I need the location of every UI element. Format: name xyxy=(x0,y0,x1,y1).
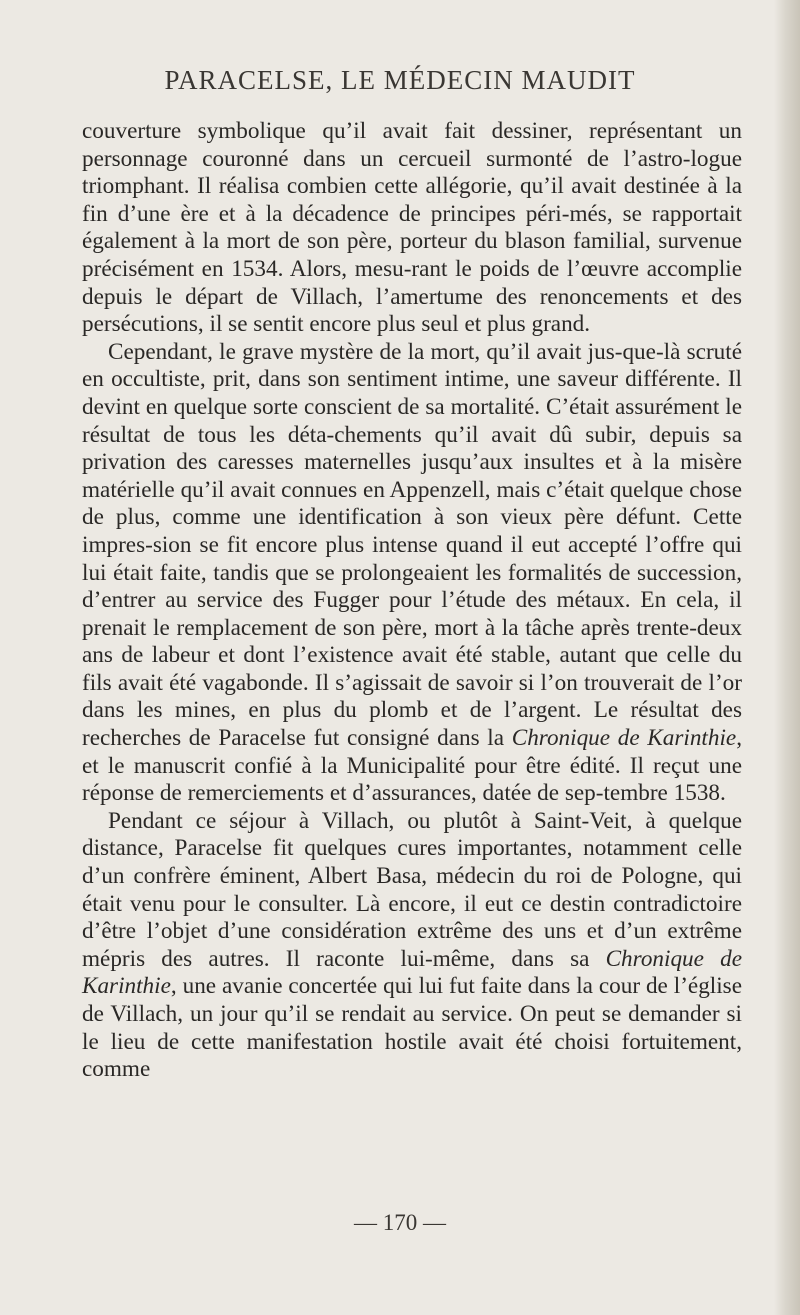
text-segment: , une avanie concertée qui lui fut faite dans la cour de l’église de Villach, un jour qu’il se rendait au service. On peut se demander si le lieu de cette manifestation hostile avait été choisi fortuitement, comme xyxy=(82,973,742,1083)
text-segment: , et le manuscrit confié à la Municipalité pour être édité. Il reçut une réponse de remerciements et d’assurances, datée de sep-tembre 1538. xyxy=(82,725,742,807)
text-segment: Pendant ce séjour à Villach, ou plutôt à Saint-Veit, à quelque distance, Paracelse fit quelques cures importantes, notamment celle d’un confrère éminent, Albert Basa, médecin du roi de Pologne, qui était venu pour le consulter. Là encore, il eut ce destin contradictoire d’être l’objet d’une considération extrême des uns et d’un extrême mépris des autres. Il raconte lui-même, dans sa xyxy=(82,807,742,972)
book-title-italic: Chronique de Karinthie xyxy=(511,725,737,752)
book-title-italic: Chronique de Karinthie xyxy=(82,945,743,1000)
paragraph xyxy=(82,808,742,1084)
page-number: — 170 — xyxy=(354,1210,446,1235)
page-edge-shadow xyxy=(774,0,800,1315)
running-head: PARACELSE, LE MÉDECIN MAUDIT xyxy=(164,65,636,95)
paragraph xyxy=(82,118,742,339)
body-text xyxy=(82,118,742,1084)
text-segment: Cependant, le grave mystère de la mort, qu’il avait jus-que-là scruté en occultiste, prit, dans son sentiment intime, une saveur différente. Il devint en quelque sorte conscient de sa mortalité. C’était assurément le résultat de tous les déta-chements qu’il avait dû subir, depuis sa privation des caresses maternelles jusqu’aux insultes et à la misère matérielle qu’il avait connues en Appenzell, mais c’était quelque chose de plus, comme une identification à son vieux père défunt. Cette impres-sion se fit encore plus intense quand il eut accepté l’offre qui lui était faite, tandis que se prolongeaient les formalités de succession, d’entrer au service des Fugger pour l’étude des métaux. En cela, il prenait le remplacement de son père, mort à la tâche après trente-deux ans de labeur et dont l’existence avait été stable, autant que celle du fils avait été vagabonde. Il s’agissait de savoir si l’on trouverait de l’or dans les mines, en plus du plomb et de l’argent. Le résultat des recherches de Paracelse fut consigné dans la xyxy=(82,338,742,752)
text-segment: couverture symbolique qu’il avait fait dessiner, représentant un personnage couronné dans un cercueil surmonté de l’astro-logue triomphant. Il réalisa combien cette allégorie, qu’il avait destinée à la fin d’une ère et à la décadence de principes péri-més, se rapportait également à la mort de son père, porteur du blason familial, survenue précisément en 1534. Alors, mesu-rant le poids de l’œuvre accomplie depuis le départ de Villach, l’amertume des renoncements et des persécutions, il se sentit encore plus seul et plus grand. xyxy=(82,118,742,338)
paragraph xyxy=(82,339,742,808)
